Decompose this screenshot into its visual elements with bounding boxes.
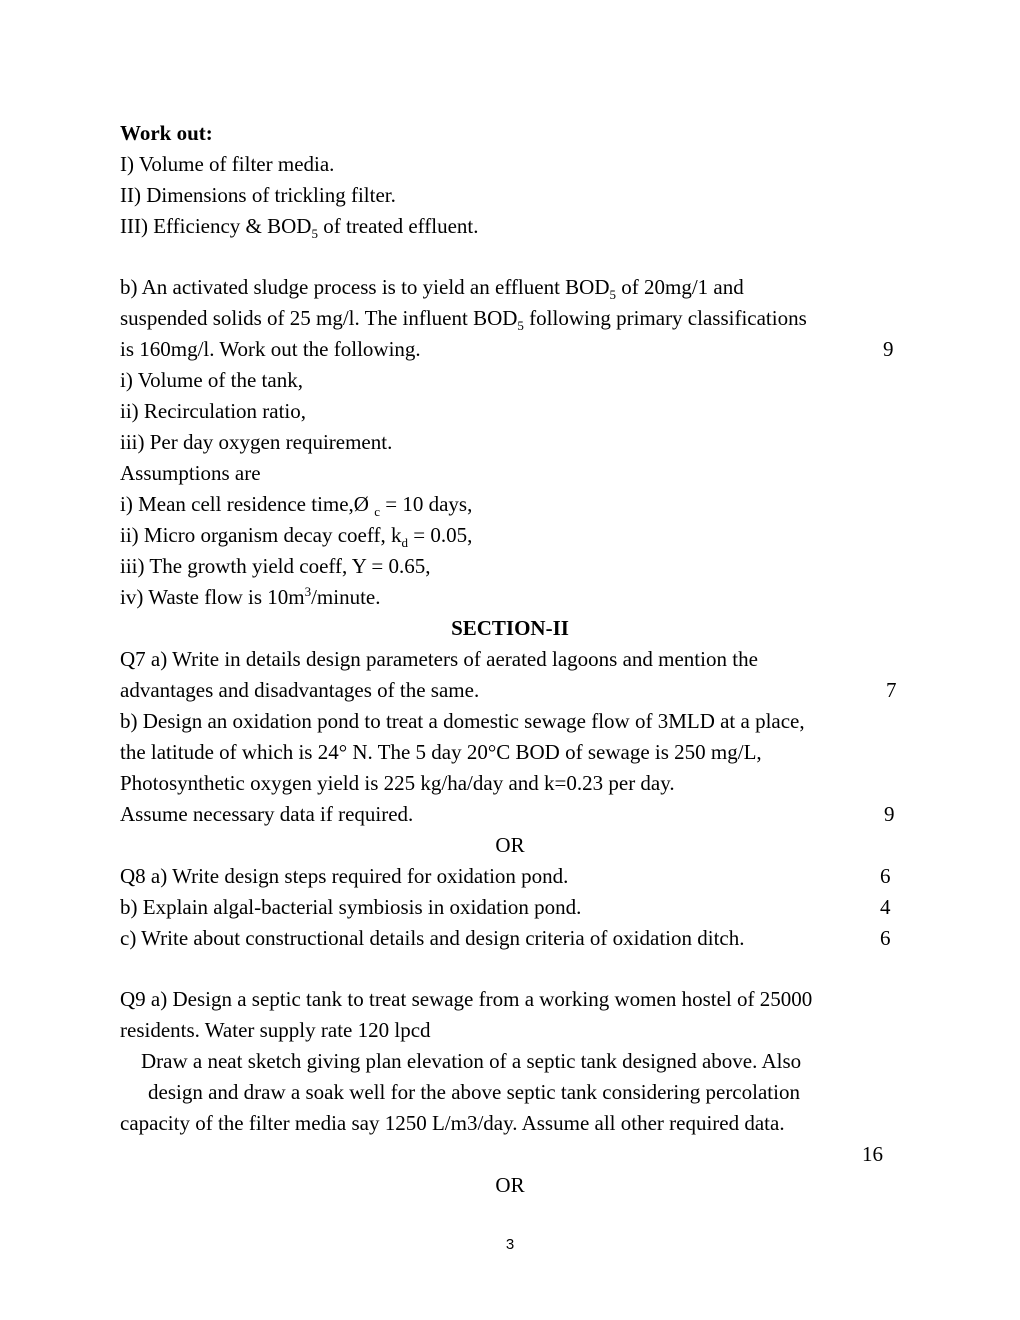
- section-title: SECTION-II: [451, 616, 569, 640]
- assumption-1: i) Mean cell residence time,Ø $_c$ = 10 days,: [120, 492, 473, 520]
- q9a-line-2: residents. Water supply rate 120 lpcd: [120, 1018, 431, 1042]
- assumptions-label: Assumptions are: [120, 461, 261, 485]
- q6b-item-2: ii) Recirculation ratio,: [120, 399, 307, 423]
- q6b-line-2: suspended solids of 25 mg/l. The influent $BOD_5$ following primary classifications: [120, 306, 807, 334]
- q8c-line: c) Write about constructional details and design criteria of oxidation ditch. 6: [120, 923, 900, 954]
- q7b-line-1: b) Design an oxidation pond to treat a domestic sewage flow of 3MLD at a place,: [120, 709, 805, 733]
- q9-marks-line: [120, 1139, 900, 1170]
- work-out-item-3: III) Efficiency & $BOD_5$ of treated effluent.: [120, 214, 479, 242]
- or-divider-2: OR: [495, 1173, 525, 1197]
- q6b-line-3: is 160mg/l. Work out the following. 9: [120, 334, 900, 365]
- assumption-3: iii) The growth yield coeff, Y = 0.65,: [120, 554, 431, 578]
- q6b-line-1: b) An activated sludge process is to yield an effluent $BOD_5$ of 20mg/1 and: [120, 275, 744, 303]
- q7b-line-2: the latitude of which is 24° N. The 5 day 20°C BOD of sewage is 250 mg/L,: [120, 740, 762, 764]
- assumption-2: ii) Micro organism decay coeff, $k_d = 0.05$,: [120, 523, 473, 551]
- work-out-item-2: II) Dimensions of trickling filter.: [120, 183, 396, 207]
- q7a-line-1: Q7 a) Write in details design parameters of aerated lagoons and mention the: [120, 647, 758, 671]
- q9a-line-1: Q9 a) Design a septic tank to treat sewage from a working women hostel of 25000: [120, 987, 813, 1011]
- q7a-line-2: advantages and disadvantages of the same. 7: [120, 675, 900, 706]
- q9a-line-3: Draw a neat sketch giving plan elevation of a septic tank designed above. Also: [141, 1049, 802, 1073]
- q7b-line-4: Assume necessary data if required. 9: [120, 799, 900, 830]
- q8a-marks: 6: [880, 864, 891, 888]
- q9a-line-4: design and draw a soak well for the above septic tank considering percolation: [148, 1080, 800, 1104]
- document-page: [120, 118, 900, 1201]
- q8b-line: b) Explain algal-bacterial symbiosis in oxidation pond. 4: [120, 892, 900, 923]
- work-out-heading: Work out:: [120, 121, 213, 145]
- q7a-marks: 7: [886, 678, 897, 702]
- q7b-marks: 9: [884, 802, 895, 826]
- q8c-marks: 6: [880, 926, 891, 950]
- q8a-line: Q8 a) Write design steps required for oxidation pond. 6: [120, 861, 900, 892]
- q6b-item-3: iii) Per day oxygen requirement.: [120, 430, 393, 454]
- q6b-marks: 9: [883, 337, 894, 361]
- q9-marks: 16: [862, 1142, 883, 1166]
- q7b-line-3: Photosynthetic oxygen yield is 225 kg/ha/day and k=0.23 per day.: [120, 771, 675, 795]
- q6b-item-1: i) Volume of the tank,: [120, 368, 303, 392]
- assumption-4: iv) Waste flow is $10m^3$/minute.: [120, 584, 381, 609]
- or-divider-1: OR: [495, 833, 525, 857]
- q8b-marks: 4: [880, 895, 891, 919]
- page-number: 3: [505, 1236, 515, 1253]
- q9a-line-5: capacity of the filter media say 1250 L/m3/day. Assume all other required data.: [120, 1111, 785, 1135]
- work-out-item-1: I) Volume of filter media.: [120, 152, 335, 176]
